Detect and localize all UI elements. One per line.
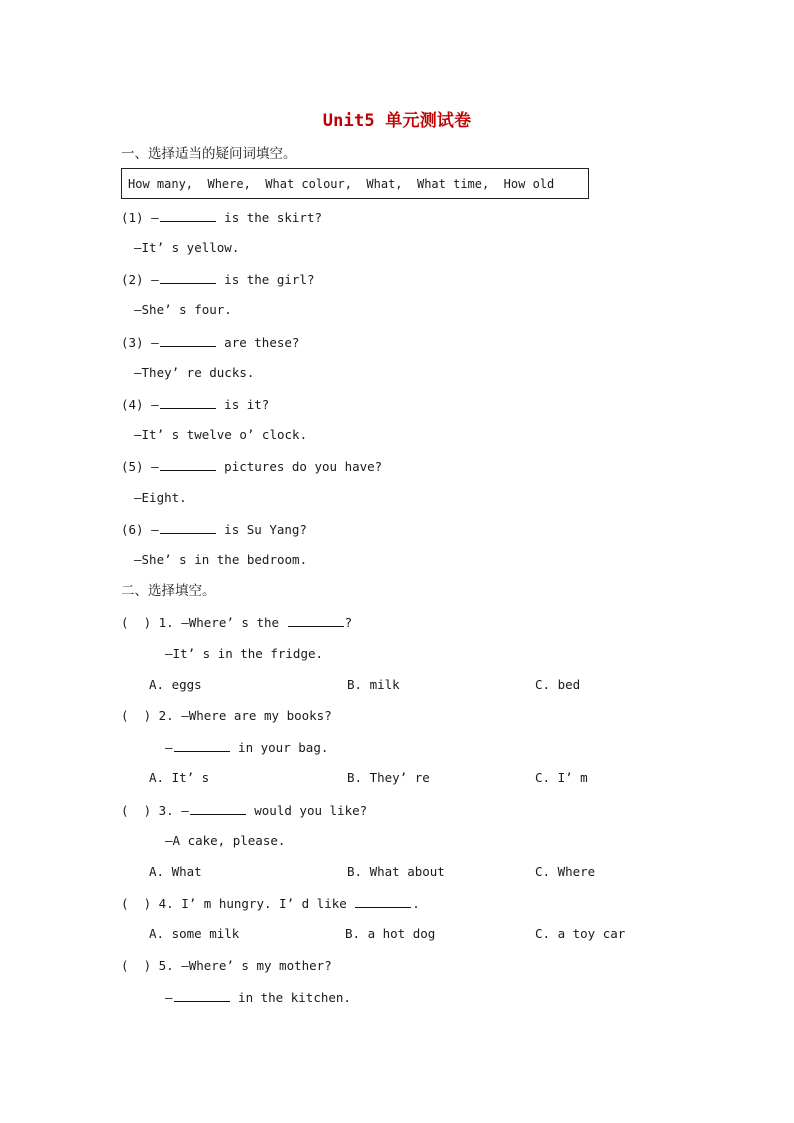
s2-answer-3: —A cake, please. xyxy=(165,833,286,848)
answer-blank[interactable] xyxy=(190,802,246,815)
q-num: (1) xyxy=(121,210,144,225)
q-dash: — xyxy=(143,272,159,287)
q-dash: — xyxy=(143,335,159,350)
s2-question-4 xyxy=(121,895,420,912)
s2-question-5: ( ) 5. —Where’ s my mother? xyxy=(121,958,332,973)
q-dash: — xyxy=(165,990,173,1005)
answer-blank[interactable] xyxy=(160,396,216,409)
q-dash: — xyxy=(165,740,173,755)
s1-answer-3: —They’ re ducks. xyxy=(134,365,255,380)
option-b[interactable]: B. They’ re xyxy=(347,770,430,785)
option-a[interactable]: A. It’ s xyxy=(149,770,210,785)
word-bank-text: How many, Where, What colour, What, What time, How old xyxy=(128,177,555,191)
word-bank-box xyxy=(121,168,589,199)
answer-blank[interactable] xyxy=(355,895,411,908)
answer-blank[interactable] xyxy=(160,334,216,347)
section2-heading: 二、选择填空。 xyxy=(121,583,216,599)
option-c[interactable]: C. I’ m xyxy=(535,770,588,785)
s1-question-6 xyxy=(121,521,307,538)
s1-answer-2: —She’ s four. xyxy=(134,302,232,317)
q-text: pictures do you have? xyxy=(216,459,383,474)
answer-blank[interactable] xyxy=(160,271,216,284)
s1-question-2 xyxy=(121,271,314,288)
q-text: ( ) 1. —Where’ s the xyxy=(121,615,287,630)
answer-blank[interactable] xyxy=(160,209,216,222)
s1-answer-6: —She’ s in the bedroom. xyxy=(134,552,308,567)
s2-answer-5 xyxy=(165,989,351,1006)
q-text: is the girl? xyxy=(216,272,315,287)
q-text: . xyxy=(412,896,420,911)
s1-answer-1: —It’ s yellow. xyxy=(134,240,240,255)
answer-blank[interactable] xyxy=(160,458,216,471)
option-b[interactable]: B. a hot dog xyxy=(345,926,436,941)
answer-blank[interactable] xyxy=(174,989,230,1002)
q-text: in your bag. xyxy=(230,740,329,755)
s1-answer-4: —It’ s twelve o’ clock. xyxy=(134,427,308,442)
option-a[interactable]: A. eggs xyxy=(149,677,202,692)
answer-blank[interactable] xyxy=(174,739,230,752)
answer-blank[interactable] xyxy=(288,614,344,627)
q-num: (2) xyxy=(121,272,144,287)
q-text: is it? xyxy=(216,397,270,412)
s1-question-1 xyxy=(121,209,322,226)
q-num: (6) xyxy=(121,522,144,537)
s2-question-3 xyxy=(121,802,367,819)
s2-answer-2 xyxy=(165,739,328,756)
q-text: is Su Yang? xyxy=(216,522,307,537)
option-c[interactable]: C. a toy car xyxy=(535,926,626,941)
q-text: ( ) 3. — xyxy=(121,803,189,818)
q-dash: — xyxy=(143,522,159,537)
option-b[interactable]: B. What about xyxy=(347,864,445,879)
option-c[interactable]: C. Where xyxy=(535,864,596,879)
s2-question-1 xyxy=(121,614,352,631)
q-dash: — xyxy=(143,397,159,412)
s1-question-3 xyxy=(121,334,299,351)
section1-heading: 一、选择适当的疑问词填空。 xyxy=(121,146,297,162)
s1-question-4 xyxy=(121,396,269,413)
s1-answer-5: —Eight. xyxy=(134,490,187,505)
q-num: (3) xyxy=(121,335,144,350)
q-text: is the skirt? xyxy=(216,210,322,225)
q-text: are these? xyxy=(216,335,300,350)
q-text: in the kitchen. xyxy=(230,990,351,1005)
option-a[interactable]: A. What xyxy=(149,864,202,879)
q-text: ( ) 4. I’ m hungry. I’ d like xyxy=(121,896,355,911)
q-text: ? xyxy=(344,615,353,630)
q-text: would you like? xyxy=(246,803,368,818)
q-num: (5) xyxy=(121,459,144,474)
option-c[interactable]: C. bed xyxy=(535,677,581,692)
option-b[interactable]: B. milk xyxy=(347,677,400,692)
q-num: (4) xyxy=(121,397,144,412)
answer-blank[interactable] xyxy=(160,521,216,534)
q-dash: — xyxy=(143,459,159,474)
page-title: Unit5 单元测试卷 xyxy=(322,111,472,131)
q-dash: — xyxy=(143,210,159,225)
s2-question-2: ( ) 2. —Where are my books? xyxy=(121,708,332,723)
option-a[interactable]: A. some milk xyxy=(149,926,240,941)
s1-question-5 xyxy=(121,458,382,475)
s2-answer-1: —It’ s in the fridge. xyxy=(165,646,324,661)
